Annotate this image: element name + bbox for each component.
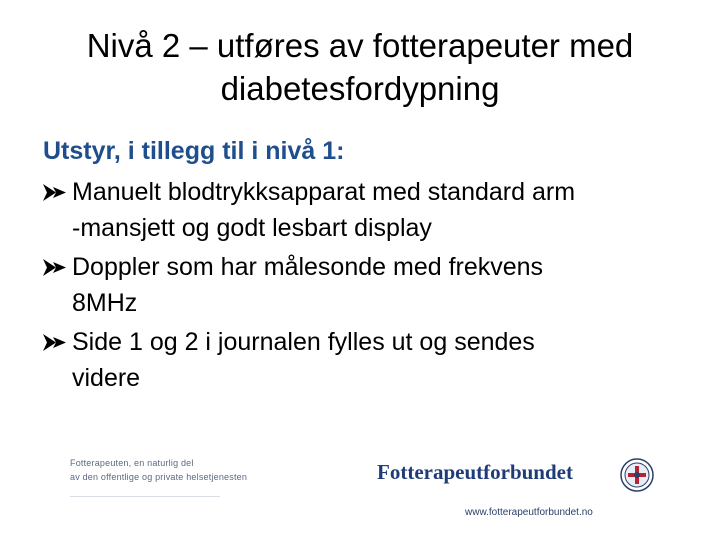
- section-heading: Utstyr, i tillegg til i nivå 1:: [43, 137, 345, 165]
- bullet-line-2: videre: [72, 364, 141, 392]
- bullet-line-1: Manuelt blodtrykksapparat med standard arm: [72, 178, 576, 206]
- arrow-bullet-icon: [43, 334, 66, 351]
- footer-tagline-line-2: av den offentlige og private helsetjenesten: [70, 472, 248, 482]
- arrow-bullet-icon: [43, 259, 66, 276]
- bullet-list: [43, 174, 703, 396]
- title-line-1: Nivå 2 – utføres av fotterapeuter med: [86, 27, 634, 64]
- bullet-item: [43, 249, 703, 321]
- footer-tagline-line-1: Fotterapeuten, en naturlig del: [70, 458, 194, 468]
- slide-content: [43, 131, 703, 396]
- bullet-line-1: Doppler som har målesonde med frekvens: [72, 253, 544, 281]
- bullet-line-1: Side 1 og 2 i journalen fylles ut og sendes: [72, 328, 535, 356]
- bullet-line-2: -mansjett og godt lesbart display: [72, 214, 432, 242]
- footer-divider: [70, 496, 220, 497]
- footer-banner: [70, 452, 660, 524]
- bullet-item: [43, 174, 703, 246]
- bullet-item: [43, 324, 703, 396]
- slide-title: [30, 24, 690, 110]
- brand-logo-text: Fotterapeutforbundet: [377, 460, 573, 484]
- arrow-bullet-icon: [43, 184, 66, 201]
- association-emblem-icon: [620, 458, 654, 492]
- title-line-2: diabetesfordypning: [220, 70, 500, 107]
- footer-url[interactable]: www.fotterapeutforbundet.no: [465, 507, 593, 518]
- bullet-line-2: 8MHz: [72, 289, 138, 317]
